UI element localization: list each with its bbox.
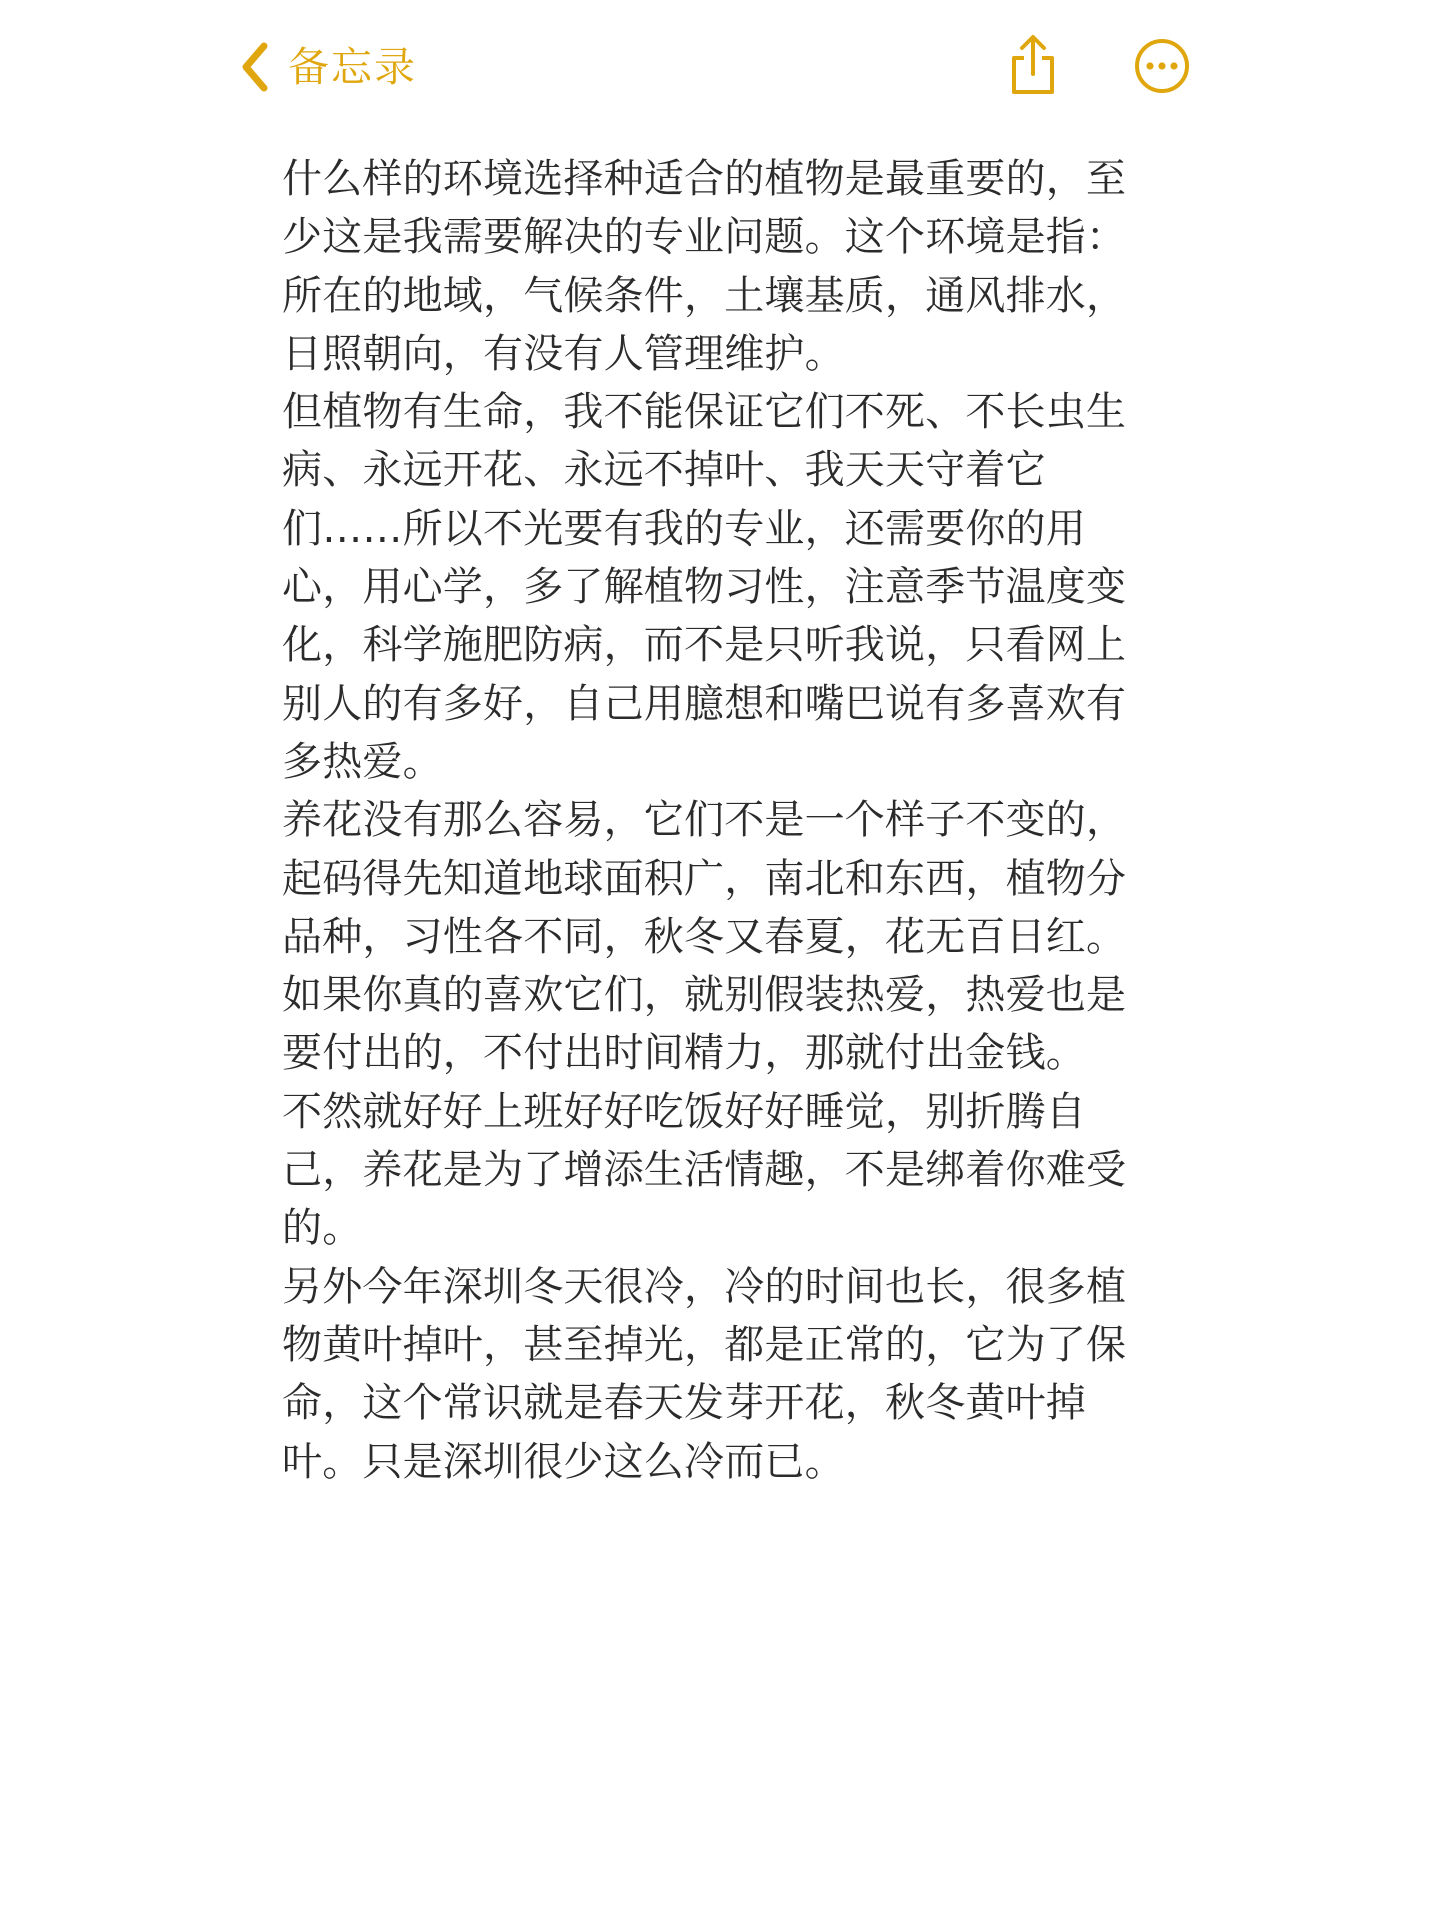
- note-line: 物黄叶掉叶，甚至掉光，都是正常的，它为了保: [282, 1321, 1127, 1368]
- note-line: 品种，习性各不同，秋冬又春夏，花无百日红。: [282, 913, 1127, 960]
- note-line: 日照朝向，有没有人管理维护。: [282, 330, 845, 377]
- note-line: 如果你真的喜欢它们，就别假装热爱，热爱也是: [282, 972, 1127, 1019]
- note-line: 病、永远开花、永远不掉叶、我天天守着它: [282, 447, 1046, 494]
- note-line: 命，这个常识就是春天发芽开花，秋冬黄叶掉: [282, 1380, 1086, 1427]
- share-icon: [1006, 32, 1060, 98]
- note-line: 少这是我需要解决的专业问题。这个环境是指：: [282, 214, 1127, 261]
- note-line: 所在的地域，气候条件，土壤基质，通风排水，: [282, 272, 1127, 319]
- note-line: 起码得先知道地球面积广，南北和东西，植物分: [282, 855, 1127, 902]
- note-line: 别人的有多好，自己用臆想和嘴巴说有多喜欢有: [282, 680, 1127, 727]
- share-button[interactable]: [1006, 32, 1060, 98]
- note-line: 多热爱。: [282, 738, 443, 785]
- ellipsis-circle-icon: [1134, 38, 1190, 94]
- note-line: 心，用心学，多了解植物习性，注意季节温度变: [282, 564, 1127, 611]
- more-options-button[interactable]: [1134, 38, 1190, 94]
- note-line: 什么样的环境选择种适合的植物是最重要的，至: [282, 156, 1127, 202]
- note-body[interactable]: [282, 150, 1170, 1491]
- note-line: 但植物有生命，我不能保证它们不死、不长虫生: [282, 389, 1127, 436]
- note-line: 己，养花是为了增添生活情趣，不是绑着你难受: [282, 1147, 1127, 1194]
- note-line: 的。: [282, 1205, 363, 1252]
- note-line: 们……所以不光要有我的专业，还需要你的用: [282, 505, 1086, 552]
- note-line: 养花没有那么容易，它们不是一个样子不变的，: [282, 797, 1127, 844]
- note-line: 不然就好好上班好好吃饭好好睡觉，别折腾自: [282, 1088, 1086, 1135]
- back-button-label: 备忘录: [288, 43, 417, 91]
- chevron-left-icon: [240, 42, 270, 92]
- note-line: 叶。只是深圳很少这么冷而已。: [282, 1438, 845, 1485]
- note-line: 要付出的，不付出时间精力，那就付出金钱。: [282, 1030, 1086, 1077]
- note-line: 另外今年深圳冬天很冷，冷的时间也长，很多植: [282, 1263, 1127, 1310]
- note-line: 化，科学施肥防病，而不是只听我说，只看网上: [282, 622, 1127, 669]
- back-button[interactable]: [240, 38, 417, 96]
- navigation-bar: [0, 0, 1440, 140]
